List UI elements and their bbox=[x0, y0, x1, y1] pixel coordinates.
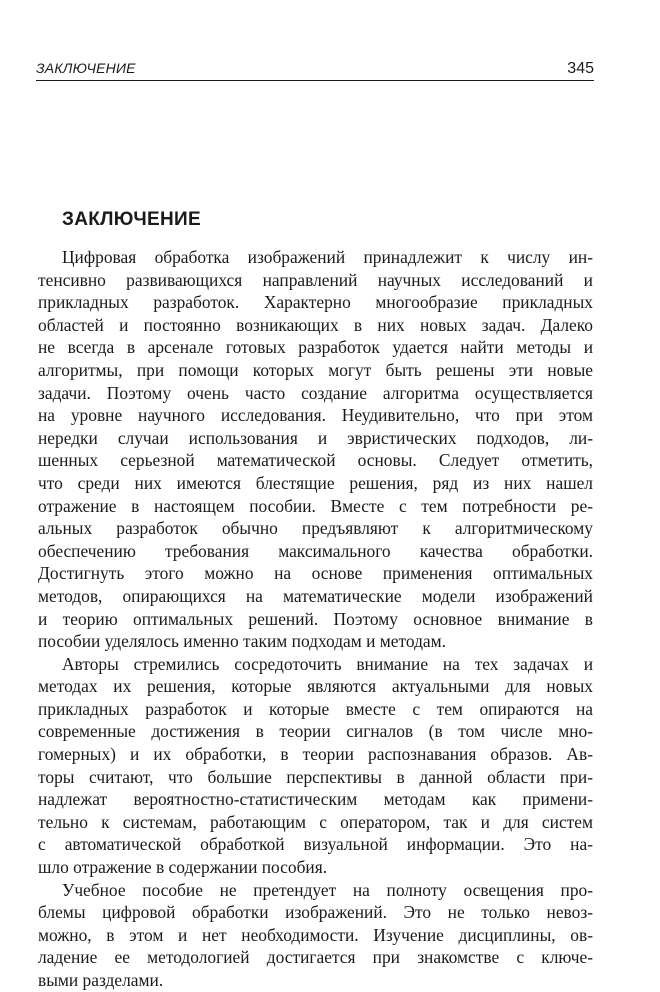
chapter-title: ЗАКЛЮЧЕНИЕ bbox=[62, 209, 201, 230]
text-line: тенсивно развивающихся направлений научных исследований и bbox=[38, 269, 593, 290]
text-line: областей и постоянно возникающих в них новых задач. Далеко bbox=[38, 314, 593, 335]
paragraph-2 bbox=[38, 653, 593, 879]
text-line: прикладных разработок и которые вместе с тем опираются на bbox=[38, 698, 593, 719]
text-line: задачи. Поэтому очень часто создание алгоритма осуществляется bbox=[38, 382, 593, 403]
text-line: методах их решения, которые являются актуальными для новых bbox=[38, 676, 593, 697]
text-line: методов, опирающихся на математические модели изображений bbox=[38, 585, 593, 606]
text-line: тельно к системам, работающим с оператором, так и для систем bbox=[38, 811, 593, 832]
text-line: альных разработок обычно предъявляют к алгоритмическому bbox=[38, 518, 593, 539]
text-line: что среди них имеются блестящие решения, ряд из них нашел bbox=[38, 472, 593, 493]
text-line: современные достижения в теории сигналов (в том числе мно- bbox=[38, 721, 593, 742]
text-line: прикладных разработок. Характерно многообразие прикладных bbox=[38, 292, 593, 313]
text-line: ладение ее методологией достигается при знакомстве с ключе- bbox=[38, 947, 593, 968]
text-line: можно, в этом и нет необходимости. Изучение дисциплины, ов- bbox=[38, 924, 593, 945]
text-line: Цифровая обработка изображений принадлежит к числу ин- bbox=[62, 247, 593, 267]
paragraph-3 bbox=[38, 879, 593, 992]
header-rule bbox=[36, 80, 594, 81]
text-line: алгоритмы, при помощи которых могут быть решены эти новые bbox=[38, 359, 593, 380]
text-line: отражение в настоящем пособии. Вместе с тем потребности ре- bbox=[38, 495, 593, 516]
text-line: нередки случаи использования и эвристических подходов, ли- bbox=[38, 427, 593, 448]
text-line: шенных серьезной математической основы. Следует отметить, bbox=[38, 450, 593, 471]
text-line: Достигнуть этого можно на основе применения оптимальных bbox=[38, 563, 593, 584]
text-line: торы считают, что большие перспективы в данной области при- bbox=[38, 766, 593, 787]
text-line: блемы цифровой обработки изображений. Это не только невоз- bbox=[38, 902, 593, 923]
text-line: выми разделами. bbox=[38, 970, 164, 990]
text-line: с автоматической обработкой визуальной информации. Это на- bbox=[38, 834, 593, 855]
text-line: гомерных) и их обработки, в теории распознавания образов. Ав- bbox=[38, 744, 593, 765]
text-line: на уровне научного исследования. Неудивительно, что при этом bbox=[38, 405, 593, 426]
text-line: надлежат вероятностно-статистическим методам как примени- bbox=[38, 789, 593, 810]
running-head-section: ЗАКЛЮЧЕНИЕ bbox=[36, 60, 136, 76]
text-line: шло отражение в содержании пособия. bbox=[38, 857, 328, 878]
body-text bbox=[38, 246, 593, 992]
text-line: пособии уделялось именно таким подходам и методам. bbox=[38, 631, 446, 652]
text-line: Учебное пособие не претендует на полноту освещения про- bbox=[62, 879, 593, 900]
text-line: Авторы стремились сосредоточить внимание на тех задачах и bbox=[62, 653, 593, 674]
page-number: 345 bbox=[567, 60, 594, 77]
text-line: и теорию оптимальных решений. Поэтому основное внимание в bbox=[38, 608, 593, 629]
running-head bbox=[36, 60, 594, 80]
text-line: не всегда в арсенале готовых разработок удается найти методы и bbox=[38, 337, 593, 358]
paragraph-1 bbox=[38, 246, 593, 653]
text-line: обеспечению требования максимального качества обработки. bbox=[38, 540, 593, 561]
